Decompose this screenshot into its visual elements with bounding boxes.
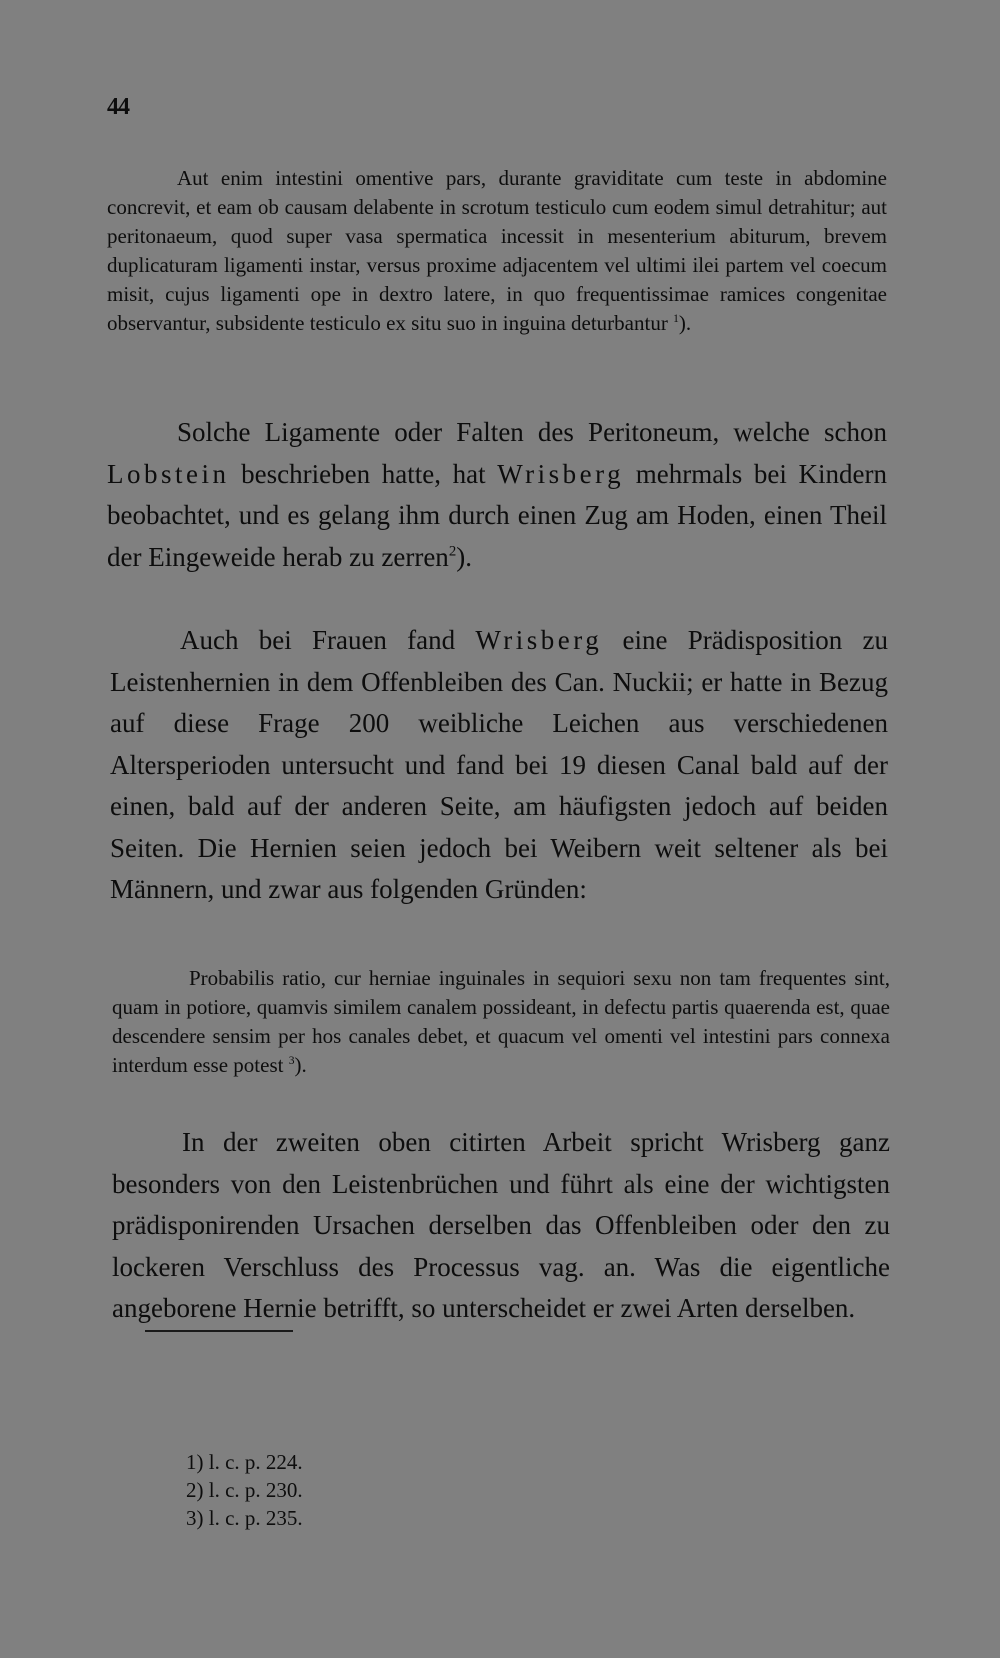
footnote-2: 2) l. c. p. 230. [186,1478,303,1502]
footnote-ref-3: 3 [288,1054,295,1067]
paragraph-3-text-b: eine Prädisposition zu Leistenhernien in dem Offenbleiben des Can. Nuckii; er hatte in Bezug auf diese Frage 200 weibliche Leichen aus verschiedenen Altersperioden untersucht und fand bei 19 diesen Canal bald auf der einen, bald auf der anderen Seite, am häufigsten jedoch auf beiden Seiten. Die Hernien seien jedoch bei Weibern weit seltener als bei Männern, und zwar aus folgenden Gründen: [110,625,889,904]
paragraph-3-text-a: Auch bei Frauen fand [180,625,456,655]
paragraph-4-text: In der zweiten oben citirten Arbeit spricht Wrisberg ganz besonders von den Leistenbrüchen und führt als eine der wichtigsten prädisponirenden Ursachen derselben das Offenbleiben oder den zu lockeren Verschluss des Processus vag. an. Was die eigentliche angeborene Hernie betrifft, so unterscheidet er zwei Arten derselben. [112,1127,890,1323]
paragraph-ligamente [107,412,887,578]
paragraph-zweite-arbeit [112,1122,890,1330]
paragraph-2-text-a: Solche Ligamente oder Falten des Peritoneum, welche schon [177,417,887,447]
latin-quote-end: ). [294,1053,307,1077]
paragraph-frauen [110,620,888,911]
footnote-ref-2: 2 [448,543,457,560]
footnote-3: 3) l. c. p. 235. [186,1506,303,1530]
name-lobstein: Lobstein [107,458,230,489]
latin-paragraph [107,164,887,338]
latin-paragraph-end: ). [678,311,692,335]
name-wrisberg: Wrisberg [497,458,625,489]
latin-quote [112,964,890,1080]
page-number: 44 [107,94,129,120]
latin-paragraph-text: Aut enim intestini omentive pars, durante graviditate cum teste in abdomine concrevit, et eam ob causam delabente in scrotum testiculo cum eodem simul detrahitur; aut peritonaeum, quod super vasa spermatica incessit in mesenterium abiturum, brevem duplicaturam ligamenti instar, versus proxime adjacentem vel ultimi ilei partem vel coecum misit, cujus ligamenti ope in dextro latere, in quo frequentissimae ramices congenitae observantur, subsidente testiculo ex situ suo in inguina deturbantur [107,166,887,335]
name-wrisberg-2: Wrisberg [475,625,603,655]
latin-quote-text: Probabilis ratio, cur herniae inguinales in sequiori sexu non tam frequentes sint, quam in potiore, quamvis similem canalem possideant, in defectu partis quaerenda est, quae descendere sensim per hos canales debet, et quacum vel omenti vel intestini pars connexa interdum esse potest [112,966,890,1077]
footnote-1: 1) l. c. p. 224. [186,1450,303,1474]
paragraph-2-text-c: mehrmals bei Kindern beobachtet, und es gelang ihm durch einen Zug am Hoden, einen Theil der Eingeweide herab zu zerren [107,458,888,572]
footnote-separator [145,1330,293,1332]
paragraph-2-text-b: beschrieben hatte, hat [241,458,486,489]
footnotes [186,1448,303,1532]
footnote-ref-1: 1 [673,312,679,325]
paragraph-2-end: ). [456,541,472,572]
